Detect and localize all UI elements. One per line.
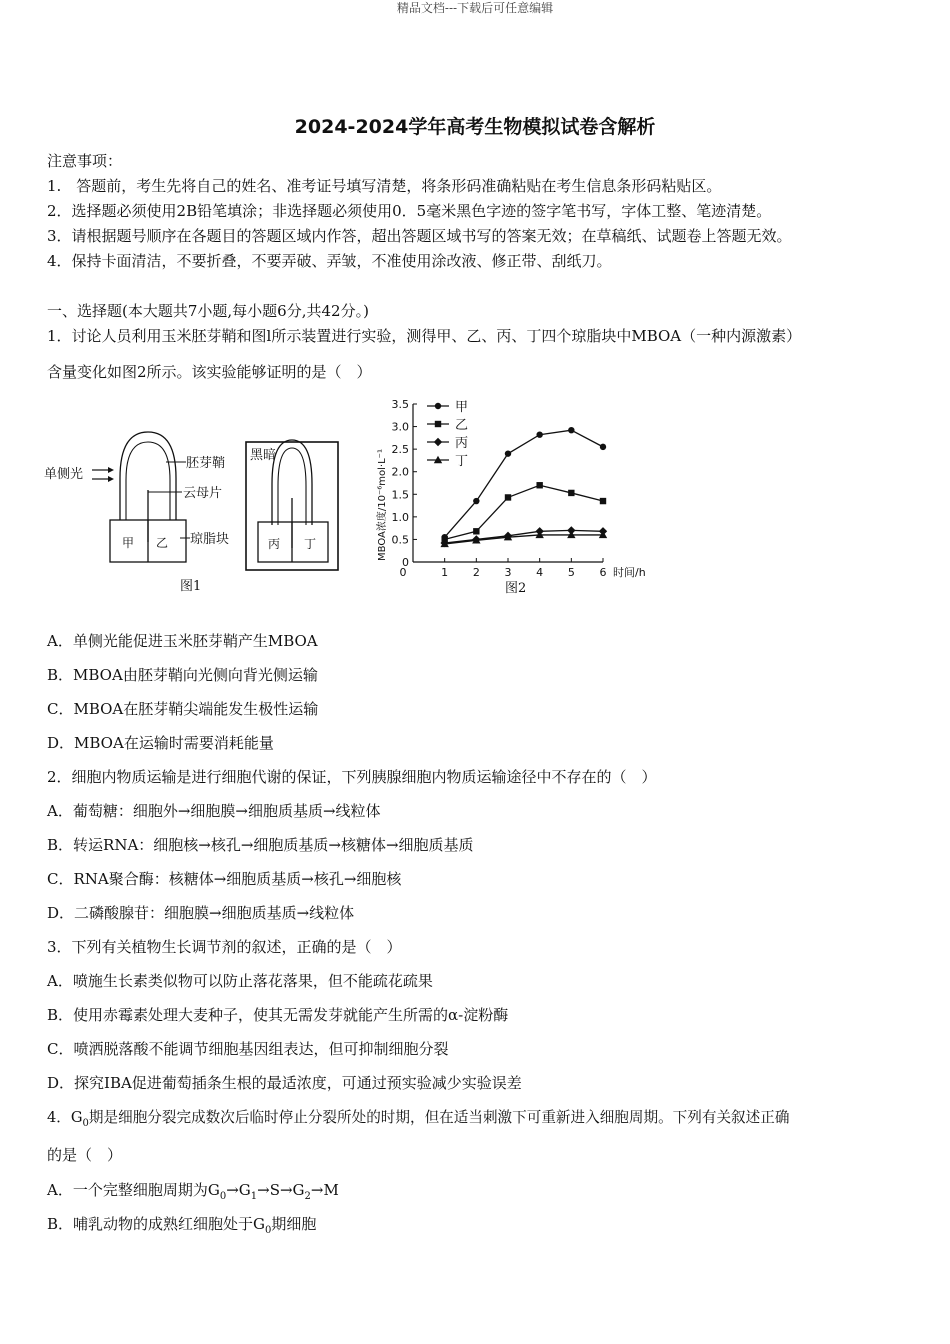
q3-option-b: B．使用赤霉素处理大麦种子，使其无需发芽就能产生所需的α-淀粉酶: [47, 1006, 509, 1024]
legend-label: 乙: [455, 418, 469, 433]
q4-option-a-sub: 2: [304, 1191, 311, 1202]
header-note: 精品文档---下载后可任意编辑: [396, 1, 554, 15]
chart-caption: 图2: [505, 581, 527, 596]
legend-marker: [435, 421, 441, 427]
x-tick-label: 1: [441, 566, 449, 579]
q3-option-c: C．喷洒脱落酸不能调节细胞基因组表达，但可抑制细胞分裂: [47, 1040, 449, 1058]
x-tick-label: 2: [472, 566, 480, 579]
legend-label: 丁: [455, 454, 469, 469]
q4-stem-line1: [47, 1108, 789, 1134]
q4-option-a-seq: →S→G: [257, 1181, 305, 1199]
series-3: [440, 526, 607, 547]
data-point: [568, 427, 574, 433]
figure-2-chart: [365, 390, 665, 605]
x-tick-label: 3: [504, 566, 512, 579]
legend-marker: [435, 403, 441, 409]
y-tick-label: 2.0: [391, 465, 409, 479]
block-ding: 丁: [304, 537, 317, 551]
q4-option-b-sub: 0: [265, 1225, 272, 1236]
series-line: [445, 430, 603, 537]
q4-stem-sub: 0: [82, 1117, 89, 1129]
light-arrowhead: [108, 467, 114, 473]
agar-label: 琼脂块: [190, 532, 230, 547]
y-tick-label: 1.0: [391, 510, 409, 524]
page-title: 2024-2024学年高考生物模拟试卷含解析: [294, 116, 656, 138]
q1-option-d: D．MBOA在运输时需要消耗能量: [47, 734, 274, 752]
x-tick-label: 6: [599, 566, 607, 579]
y-tick-label: 0.5: [391, 533, 409, 547]
q4-option-a-seq: →M: [310, 1181, 339, 1199]
q1-stem-line1: 1．讨论人员利用玉米胚芽鞘和图l所示装置进行实验，测得甲、乙、丙、丁四个琼脂块中MBOA（一种内源激素）: [47, 327, 802, 345]
coleoptile-label: 胚芽鞘: [186, 456, 226, 471]
data-point: [473, 498, 479, 504]
q1-option-b: B．MBOA由胚芽鞘向光侧向背光侧运输: [47, 666, 318, 684]
q4-option-b: [47, 1214, 316, 1241]
chart-legend: [427, 400, 468, 469]
q2-option-d: D．二磷酸腺苷：细胞膜→细胞质基质→线粒体: [47, 904, 355, 922]
q4-option-a-sub: 0: [219, 1191, 227, 1202]
chart-x-axis-label: 时间/h: [613, 566, 646, 579]
block-yi: 乙: [156, 536, 169, 550]
light-arrowhead: [108, 476, 114, 482]
y-tick-label: 0: [402, 556, 409, 569]
figure-1-caption: 图1: [180, 579, 202, 594]
legend-label: 甲: [455, 400, 469, 415]
q2-option-c: C．RNA聚合酶：核糖体→细胞质基质→核孔→细胞核: [47, 870, 402, 888]
data-point: [473, 528, 479, 534]
q3-stem: 3．下列有关植物生长调节剂的叙述，正确的是（ ）: [47, 938, 402, 956]
q2-option-a: A．葡萄糖：细胞外→细胞膜→细胞质基质→线粒体: [47, 802, 381, 820]
y-tick-label: 3.5: [391, 398, 409, 411]
series-line: [445, 535, 603, 544]
q4-option-a-prefix: A．一个完整细胞周期为G: [47, 1181, 220, 1199]
block-jia: 甲: [122, 536, 135, 550]
notice-item: 2．选择题必须使用2B铅笔填涂；非选择题必须使用0．5毫米黑色字迹的签字笔书写，字体工整、笔迹清楚。: [47, 202, 772, 220]
data-point: [505, 450, 511, 456]
q4-option-a: [47, 1180, 339, 1207]
data-point: [536, 482, 542, 488]
data-point: [568, 490, 574, 496]
q4-option-b-prefix: B．哺乳动物的成熟红细胞处于G: [47, 1215, 266, 1233]
block-bing: 丙: [268, 537, 281, 551]
y-tick-label: 3.0: [391, 420, 409, 434]
q4-stem-prefix: 4．G: [47, 1109, 83, 1126]
data-point: [536, 431, 542, 437]
q4-stem-rest: 期是细胞分裂完成数次后临时停止分裂所处的时期，但在适当刺激下可重新进入细胞周期。下列有关叙述正确: [88, 1109, 790, 1126]
y-tick-label: 1.5: [391, 488, 409, 502]
chart-y-axis-label: MBOA浓度/10⁻⁶mol·L⁻¹: [377, 449, 388, 561]
series-line: [445, 485, 603, 539]
q1-option-c: C．MBOA在胚芽鞘尖端能发生极性运输: [47, 700, 319, 718]
q4-option-a-sub: 1: [250, 1191, 258, 1202]
data-point: [505, 494, 511, 500]
notice-item: 1. 答题前，考生先将自己的姓名、准考证号填写清楚，将条形码准确粘贴在考生信息条形码粘贴区。: [47, 177, 722, 195]
mica-label: 云母片: [183, 486, 223, 501]
chart-axes: [392, 398, 607, 579]
x-tick-label: 5: [567, 566, 575, 579]
data-point: [600, 498, 606, 504]
light-label: 单侧光: [44, 467, 84, 482]
legend-marker: [434, 438, 442, 446]
q1-option-a: A．单侧光能促进玉米胚芽鞘产生MBOA: [47, 632, 318, 650]
q4-option-b-rest: 期细胞: [271, 1215, 317, 1233]
q4-stem-line2: 的是（ ）: [47, 1146, 123, 1164]
y-tick-label: 2.5: [391, 443, 409, 457]
q1-stem-line2: 含量变化如图2所示。该实验能够证明的是（ ）: [47, 363, 372, 381]
notice-item: 3．请根据题号顺序在各题目的答题区域内作答，超出答题区域书写的答案无效；在草稿纸、试题卷上答题无效。: [47, 227, 792, 245]
notice-heading: 注意事项：: [47, 152, 123, 170]
q3-option-a: A．喷施生长素类似物可以防止落花落果，但不能疏花疏果: [47, 972, 433, 990]
figure-1-apparatus: [40, 390, 360, 605]
section-heading: 一、选择题(本大题共7小题,每小题6分,共42分。): [47, 302, 369, 320]
notice-item: 4．保持卡面清洁，不要折叠，不要弄破、弄皱，不准使用涂改液、修正带、刮纸刀。: [47, 252, 612, 270]
x-tick-label: 0: [399, 566, 407, 579]
q3-option-d: D．探究IBA促进葡萄插条生根的最适浓度，可通过预实验减少实验误差: [47, 1074, 522, 1092]
x-tick-label: 4: [536, 566, 544, 579]
dark-label: 黑暗: [250, 448, 277, 463]
legend-label: 丙: [455, 436, 469, 451]
q4-option-a-seq: →G: [226, 1181, 251, 1199]
q2-stem: 2．细胞内物质运输是进行细胞代谢的保证，下列胰腺细胞内物质运输途径中不存在的（ ）: [47, 768, 657, 786]
q2-option-b: B．转运RNA：细胞核→核孔→细胞质基质→核糖体→细胞质基质: [47, 836, 474, 854]
data-point: [600, 444, 606, 450]
